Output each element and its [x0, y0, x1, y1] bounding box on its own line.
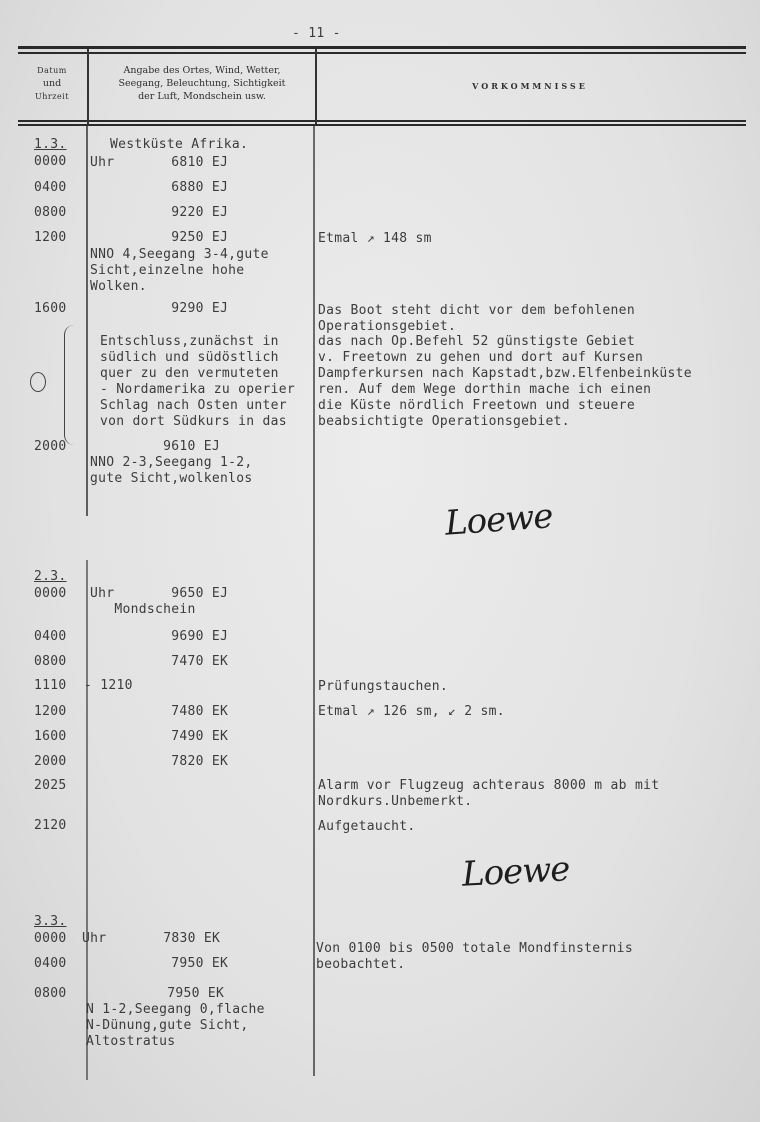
page-number: - 11 -: [292, 26, 341, 41]
time: 0400: [34, 956, 67, 971]
location-text: Uhr 7830 EK: [82, 931, 221, 946]
event-text: Von 0100 bis 0500 totale Mondfinsternis beobachtet.: [316, 941, 633, 972]
header-events: VORKOMMNISSE: [472, 81, 588, 91]
location-text: 9610 EJ NNO 2-3,Seegang 1-2, gute Sicht,wolkenlos: [90, 439, 253, 486]
event-text: Alarm vor Flugzeug achteraus 8000 m ab mit Nordkurs.Unbemerkt.: [318, 778, 660, 809]
date-2: 2.3.: [34, 569, 67, 584]
punch-hole: [30, 372, 46, 392]
decision-text-left: Entschluss,zunächst in südlich und südöstlich quer zu den vermuteten - Nordamerika zu operier Schlag nach Osten unter von dort Südkurs in das: [100, 334, 296, 429]
time: 2025: [34, 778, 67, 793]
event-text: Aufgetaucht.: [318, 819, 416, 834]
header-top-rule-2: [18, 52, 746, 54]
location-text: 7950 EK N 1-2,Seegang 0,flache N-Dünung,gute Sicht, Altostratus: [86, 986, 265, 1049]
location-text: 9290 EJ: [90, 301, 229, 316]
location-text: - 1210: [84, 678, 133, 693]
location-text: Uhr 6810 EJ: [90, 155, 229, 170]
time: 1200: [34, 704, 67, 719]
location-text: 7480 EK: [90, 704, 229, 719]
header-date-time: Datum und Uhrzeit: [35, 66, 69, 101]
signature: Loewe: [443, 496, 554, 544]
signature: Loewe: [461, 849, 571, 895]
header-bottom-rule-2: [18, 124, 746, 126]
time: 1600: [34, 301, 67, 316]
location-text: Westküste Afrika.: [110, 137, 249, 152]
location-text: 7470 EK: [90, 654, 229, 669]
event-text: Etmal ↗ 148 sm: [318, 231, 432, 246]
time: 0400: [34, 629, 67, 644]
time: 0800: [34, 986, 67, 1001]
time: 1600: [34, 729, 67, 744]
header-bottom-rule: [18, 120, 746, 122]
header-location: Angabe des Ortes, Wind, Wetter, Seegang, Beleuchtung, Sichtigkeit der Luft, Mondschein usw.: [118, 65, 286, 102]
event-text: Prüfungstauchen.: [318, 679, 449, 694]
location-text: 9690 EJ: [90, 629, 229, 644]
location-text: 7490 EK: [90, 729, 229, 744]
event-text: Etmal ↗ 126 sm, ↙ 2 sm.: [318, 704, 505, 719]
time: 0400: [34, 180, 67, 195]
time: 2120: [34, 818, 67, 833]
time: 0000: [34, 931, 67, 946]
column-divider-2: [315, 49, 317, 124]
time: 2000: [34, 754, 67, 769]
time: 0000: [34, 586, 67, 601]
event-text: Das Boot steht dicht vor dem befohlenen Operationsgebiet.: [318, 303, 635, 334]
date-1: 1.3.: [34, 137, 67, 152]
location-text: Uhr 9650 EJ Mondschein: [90, 586, 229, 617]
date-3: 3.3.: [34, 914, 67, 929]
location-text: 7820 EK: [90, 754, 229, 769]
weather-text: NNO 4,Seegang 3-4,gute Sicht,einzelne hohe Wolken.: [90, 247, 269, 294]
location-text: 9220 EJ: [90, 205, 229, 220]
time: 1110: [34, 678, 67, 693]
time: 0800: [34, 654, 67, 669]
location-text: 7950 EK: [90, 956, 229, 971]
time: 2000: [34, 439, 67, 454]
column-divider-2-body: [313, 126, 315, 1076]
column-divider-1-body: [86, 126, 88, 516]
decision-text-right: das nach Op.Befehl 52 günstigste Gebiet v. Freetown zu gehen und dort auf Kursen Dampferkursen nach Kapstadt,bzw.Elfenbeinküste ren. Auf dem Wege dorthin mache ich einen die Küste nördlich Freetown und steuere beabsichtigte Operationsgebiet.: [318, 334, 692, 429]
margin-bracket: [64, 325, 75, 445]
location-text: 6880 EJ: [90, 180, 229, 195]
column-divider-1: [87, 49, 89, 124]
location-text: 9250 EJ: [90, 230, 229, 245]
header-top-rule: [18, 46, 746, 49]
time: 0800: [34, 205, 67, 220]
time: 1200: [34, 230, 67, 245]
time: 0000: [34, 154, 67, 169]
